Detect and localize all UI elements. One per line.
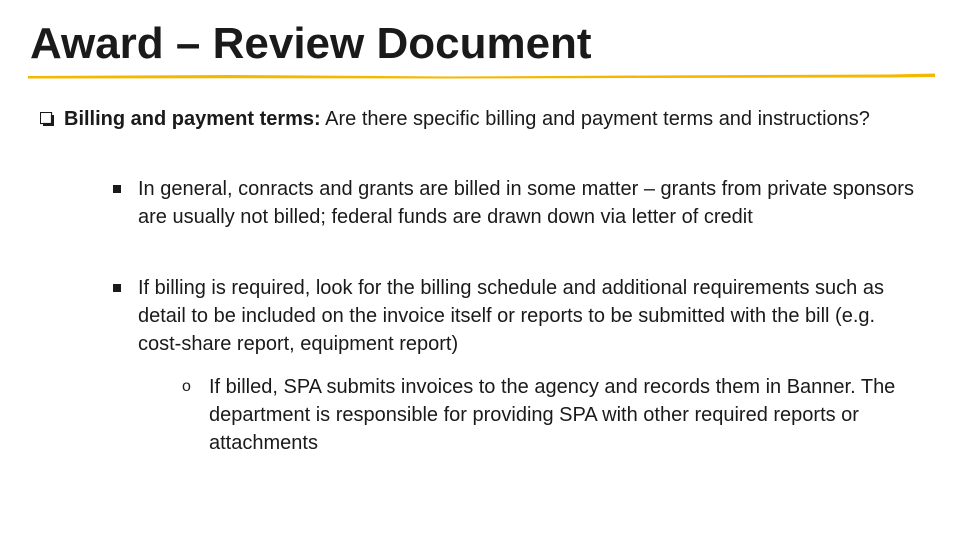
square-bullet-icon: [113, 185, 121, 193]
square-bullet-icon: [113, 284, 121, 292]
checkbox-square-icon: [40, 112, 54, 126]
sub-sub-bullet-spa-invoices: [182, 373, 929, 457]
sub-bullet-text: In general, conracts and grants are billed in some matter – grants from private sponsors are usually not billed; federal funds are drawn down via letter of credit: [138, 178, 914, 228]
hollow-circle-bullet-icon: o: [182, 378, 191, 395]
bullet-text: [64, 105, 904, 133]
bullet-billing-terms: [64, 105, 904, 133]
sub-bullet-billing-general: [138, 175, 923, 231]
bullet-lead: Billing and payment terms:: [64, 108, 321, 130]
slide-title: Award – Review Document: [30, 19, 592, 68]
title-underline: [28, 70, 935, 79]
sub-sub-bullet-text: If billed, SPA submits invoices to the agency and records them in Banner. The department is responsible for providing SPA with other required reports or attachments: [209, 376, 896, 454]
sub-bullet-text: If billing is required, look for the billing schedule and additional requirements such as detail to be included on the invoice itself or reports to be submitted with the bill (e.g. cost-share report, equipment report): [138, 277, 884, 355]
sub-bullet-billing-required: [138, 274, 923, 358]
bullet-body: Are there specific billing and payment terms and instructions?: [320, 108, 870, 130]
